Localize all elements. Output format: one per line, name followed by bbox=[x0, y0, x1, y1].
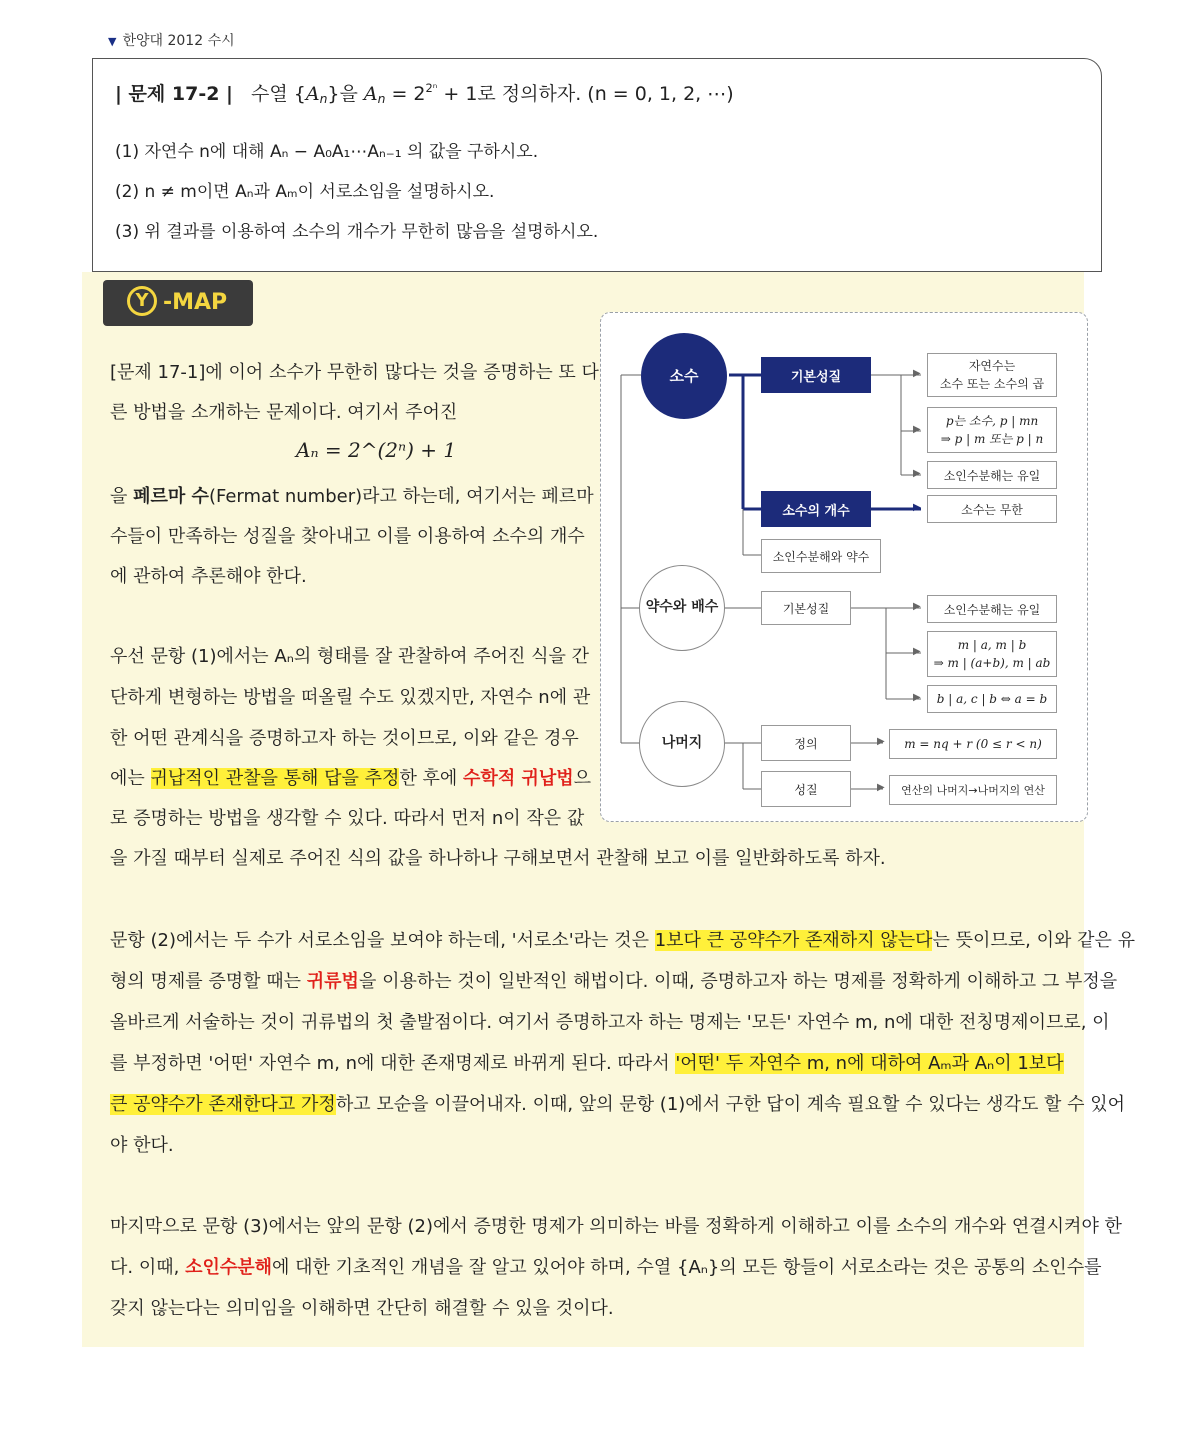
map-leaf-8: m = nq + r (0 ≤ r < n) bbox=[889, 729, 1057, 759]
p3-line-6: 야 한다. bbox=[110, 1135, 174, 1156]
p3-line-5: 큰 공약수가 존재한다고 가정하고 모순을 이끌어내자. 이때, 앞의 문항 (1)에서 구한 답이 계속 필요할 수 있다는 생각도 할 수 있어 bbox=[110, 1094, 1126, 1115]
map-leaf-9: 연산의 나머지→나머지의 연산 bbox=[889, 775, 1057, 805]
p1-line-5: 에 관하여 추론해야 한다. bbox=[110, 566, 307, 587]
arrow-icon: ▶ bbox=[913, 502, 921, 513]
arrow-icon: ▶ bbox=[913, 601, 921, 612]
p1-line-2: 른 방법을 소개하는 문제이다. 여기서 주어진 bbox=[110, 402, 458, 423]
map-root-prime: 소수 bbox=[641, 333, 727, 419]
map-leaf-3: 소인수분해는 유일 bbox=[927, 461, 1057, 489]
p3-line-3: 올바르게 서술하는 것이 귀류법의 첫 출발점이다. 여기서 증명하고자 하는 명제는 '모든' 자연수 m, n에 대한 전칭명제이므로, 이 bbox=[110, 1012, 1110, 1033]
problem-box bbox=[92, 58, 1102, 272]
p3-line-4: 를 부정하면 '어떤' 자연수 m, n에 대한 존재명제로 바뀌게 된다. 따라서 '어떤' 두 자연수 m, n에 대하여 Aₘ과 Aₙ이 1보다 bbox=[110, 1053, 1064, 1074]
y-logo-icon: Y bbox=[127, 286, 157, 316]
arrow-icon: ▶ bbox=[913, 424, 921, 435]
p1-line-3: 을 페르마 수(Fermat number)라고 하는데, 여기서는 페르마 bbox=[110, 486, 594, 507]
p4-line-2: 다. 이때, 소인수분해에 대한 기초적인 개념을 잘 알고 있어야 하며, 수열 {Aₙ}의 모든 항들이 서로소라는 것은 공통의 소인수를 bbox=[110, 1257, 1102, 1278]
p2-line-3: 한 어떤 관계식을 증명하고자 하는 것이므로, 이와 같은 경우 bbox=[110, 728, 579, 749]
triangle-icon: ▼ bbox=[108, 35, 117, 48]
p2-line-2: 단하게 변형하는 방법을 떠올릴 수도 있겠지만, 자연수 n에 관 bbox=[110, 687, 591, 708]
map-leaf-4: 소수는 무한 bbox=[927, 495, 1057, 523]
question-2: (2) n ≠ m이면 Aₙ과 Aₘ이 서로소임을 설명하시오. bbox=[115, 182, 495, 202]
p2-line-6: 을 가질 때부터 실제로 주어진 식의 값을 하나하나 구해보면서 관찰해 보고 이를 일반화하도록 하자. bbox=[110, 848, 886, 869]
p3-line-1: 문항 (2)에서는 두 수가 서로소임을 보여야 하는데, '서로소'라는 것은 1보다 큰 공약수가 존재하지 않는다는 뜻이므로, 이와 같은 유 bbox=[110, 930, 1135, 951]
question-3: (3) 위 결과를 이용하여 소수의 개수가 무한히 많음을 설명하시오. bbox=[115, 222, 599, 242]
p2-line-5: 로 증명하는 방법을 생각할 수 있다. 따라서 먼저 n이 작은 값 bbox=[110, 808, 585, 829]
concept-map bbox=[600, 312, 1088, 822]
map-leaf-2: p는 소수, p | mn ⇒ p | m 또는 p | n bbox=[927, 407, 1057, 453]
map-root-remainder: 나머지 bbox=[639, 701, 725, 787]
arrow-icon: ▶ bbox=[913, 368, 921, 379]
arrow-icon: ▶ bbox=[913, 646, 921, 657]
p2-line-1: 우선 문항 (1)에서는 Aₙ의 형태를 잘 관찰하여 주어진 식을 간 bbox=[110, 646, 590, 667]
map-root-divisor: 약수와 배수 bbox=[639, 565, 725, 651]
arrow-icon: ▶ bbox=[877, 736, 885, 747]
p4-line-1: 마지막으로 문항 (3)에서는 앞의 문항 (2)에서 증명한 명제가 의미하는 바를 정확하게 이해하고 이를 소수의 개수와 연결시켜야 한 bbox=[110, 1216, 1122, 1237]
ymap-badge: Y -MAP bbox=[103, 280, 253, 326]
map-node-basic1: 기본성질 bbox=[761, 357, 871, 393]
map-node-basic2: 기본성질 bbox=[761, 591, 851, 625]
arrow-icon: ▶ bbox=[913, 692, 921, 703]
map-node-factor: 소인수분해와 약수 bbox=[761, 539, 881, 573]
map-leaf-5: 소인수분해는 유일 bbox=[927, 595, 1057, 623]
map-leaf-7: b | a, c | b ⇔ a = b bbox=[927, 685, 1057, 713]
map-leaf-6: m | a, m | b ⇒ m | (a+b), m | ab bbox=[927, 631, 1057, 677]
p3-line-2: 형의 명제를 증명할 때는 귀류법을 이용하는 것이 일반적인 해법이다. 이때, 증명하고자 하는 명제를 정확하게 이해하고 그 부정을 bbox=[110, 971, 1118, 992]
map-node-count: 소수의 개수 bbox=[761, 491, 871, 527]
map-node-prop: 성질 bbox=[761, 771, 851, 807]
map-node-def: 정의 bbox=[761, 725, 851, 761]
question-1: (1) 자연수 n에 대해 Aₙ − A₀A₁⋯Aₙ₋₁ 의 값을 구하시오. bbox=[115, 142, 539, 162]
source-label: ▼ 한양대 2012 수시 bbox=[108, 33, 235, 49]
p1-line-4: 수들이 만족하는 성질을 찾아내고 이를 이용하여 소수의 개수 bbox=[110, 526, 585, 547]
p1-line-1: [문제 17-1]에 이어 소수가 무한히 많다는 것을 증명하는 또 다 bbox=[110, 362, 599, 383]
problem-stem: | 문제 17-2 | 수열 $\{A_n\}$을 $A_n = 2^{2^n} + 1$로 정의하자. (n = 0, 1, 2, ⋯) bbox=[115, 81, 734, 107]
p2-line-4: 에는 귀납적인 관찰을 통해 답을 추정한 후에 수학적 귀납법으 bbox=[110, 768, 592, 789]
fermat-formula: Aₙ = 2^(2ⁿ) + 1 bbox=[296, 438, 457, 462]
problem-label: | 문제 17-2 | bbox=[115, 83, 233, 105]
arrow-icon: ▶ bbox=[877, 782, 885, 793]
arrow-icon: ▶ bbox=[913, 468, 921, 479]
map-leaf-1: 자연수는 소수 또는 소수의 곱 bbox=[927, 353, 1057, 397]
p4-line-3: 갖지 않는다는 의미임을 이해하면 간단히 해결할 수 있을 것이다. bbox=[110, 1298, 614, 1319]
